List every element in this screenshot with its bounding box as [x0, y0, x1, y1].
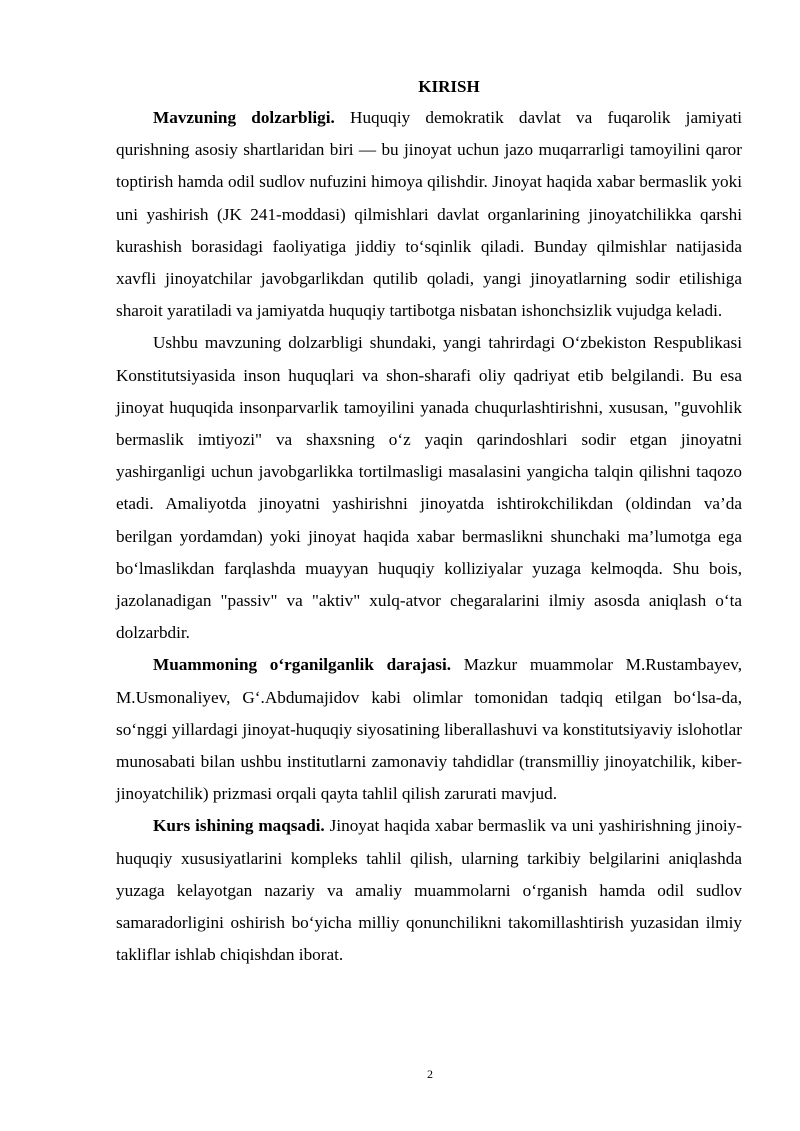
paragraph-text: Ushbu mavzuning dolzarbligi shundaki, yangi tahrirdagi O‘zbekiston Respublikasi Konstitutsiyasida inson huquqlari va shon-sharafi oliy qadriyat etib belgilandi. Bu esa jinoyat huquqida insonparvarlik tamoyilini yanada chuqurlashtirishni, xususan, "guvohlik bermaslik imtiyozi" va shaxsning o‘z yaqin qarindoshlari sodir etgan jinoyatni yashirganligi uchun javobgarlikka tortilmasligi masalasini yangicha talqin qilishni taqozo etadi. Amaliyotda jinoyatni yashirishni jinoyatda ishtirokchilikdan (oldindan va’da berilgan yordamdan) yoki jinoyat haqida xabar bermaslikni shunchaki ma’lumotga ega bo‘lmaslikdan farqlashda muayyan huquqiy kolliziyalar yuzaga kelmoqda. Shu bois, jazolanadigan "passiv" va "aktiv" xulq-atvor chegaralarini ilmiy asosda aniqlash o‘ta dolzarbdir. [116, 333, 742, 643]
page-number: 2 [427, 1067, 433, 1081]
paragraph-relevance [116, 102, 742, 327]
document-page [116, 72, 742, 971]
paragraph-heading: Muammoning o‘rganilganlik darajasi. [153, 655, 452, 675]
paragraph-goal [116, 810, 742, 971]
paragraph-study-level [116, 649, 742, 810]
section-title: KIRISH [418, 77, 480, 96]
paragraph-text: Huquqiy demokratik davlat va fuqarolik jamiyati qurishning asosiy shartlaridan biri — bu jinoyat uchun jazo muqarrarligi tamoyilini qaror toptirish hamda odil sudlov nufuzini himoya qilishdir. Jinoyat haqida xabar bermaslik yoki uni yashirish (JK 241-moddasi) qilmishlari davlat organlarining jinoyatchilikka qarshi kurashish borasidagi faoliyatiga jiddiy to‘sqinlik qiladi. Bunday qilmishlar natijasida xavfli jinoyatchilar javobgarlikdan qutilib qoladi, yangi jinoyatlarning sodir etilishiga sharoit yaratiladi va jamiyatda huquqiy tartibotga nisbatan ishonchsizlik vujudga keladi. [116, 108, 742, 321]
paragraph-text: Jinoyat haqida xabar bermaslik va uni yashirishning jinoiy-huquqiy xususiyatlarini kompleks tahlil qilish, ularning tarkibiy belgilarini aniqlashda yuzaga kelayotgan nazariy va amaliy muammolarni o‘rganish hamda odil sudlov samaradorligini oshirish bo‘yicha milliy qonunchilikni takomillashtirish yuzasidan ilmiy takliflar ishlab chiqishdan iborat. [116, 816, 743, 965]
paragraph-heading: Mavzuning dolzarbligi. [153, 108, 335, 127]
paragraph-heading: Kurs ishining maqsadi. [153, 816, 325, 836]
paragraph-text: Mazkur muammolar M.Rustambayev, M.Usmonaliyev, G‘.Abdumajidov kabi olimlar tomonidan tadqiq etilgan bo‘lsa-da, so‘nggi yillardagi jinoyat-huquqiy siyosatining liberallashuvi va konstitutsiyaviy islohotlar munosabati bilan ushbu institutlarni zamonaviy tahdidlar (transmilliy jinoyatchilik, kiber-jinoyatchilik) prizmasi orqali qayta tahlil qilish zarurati mavjud. [116, 655, 742, 804]
paragraph-relevance-continued [116, 327, 742, 649]
